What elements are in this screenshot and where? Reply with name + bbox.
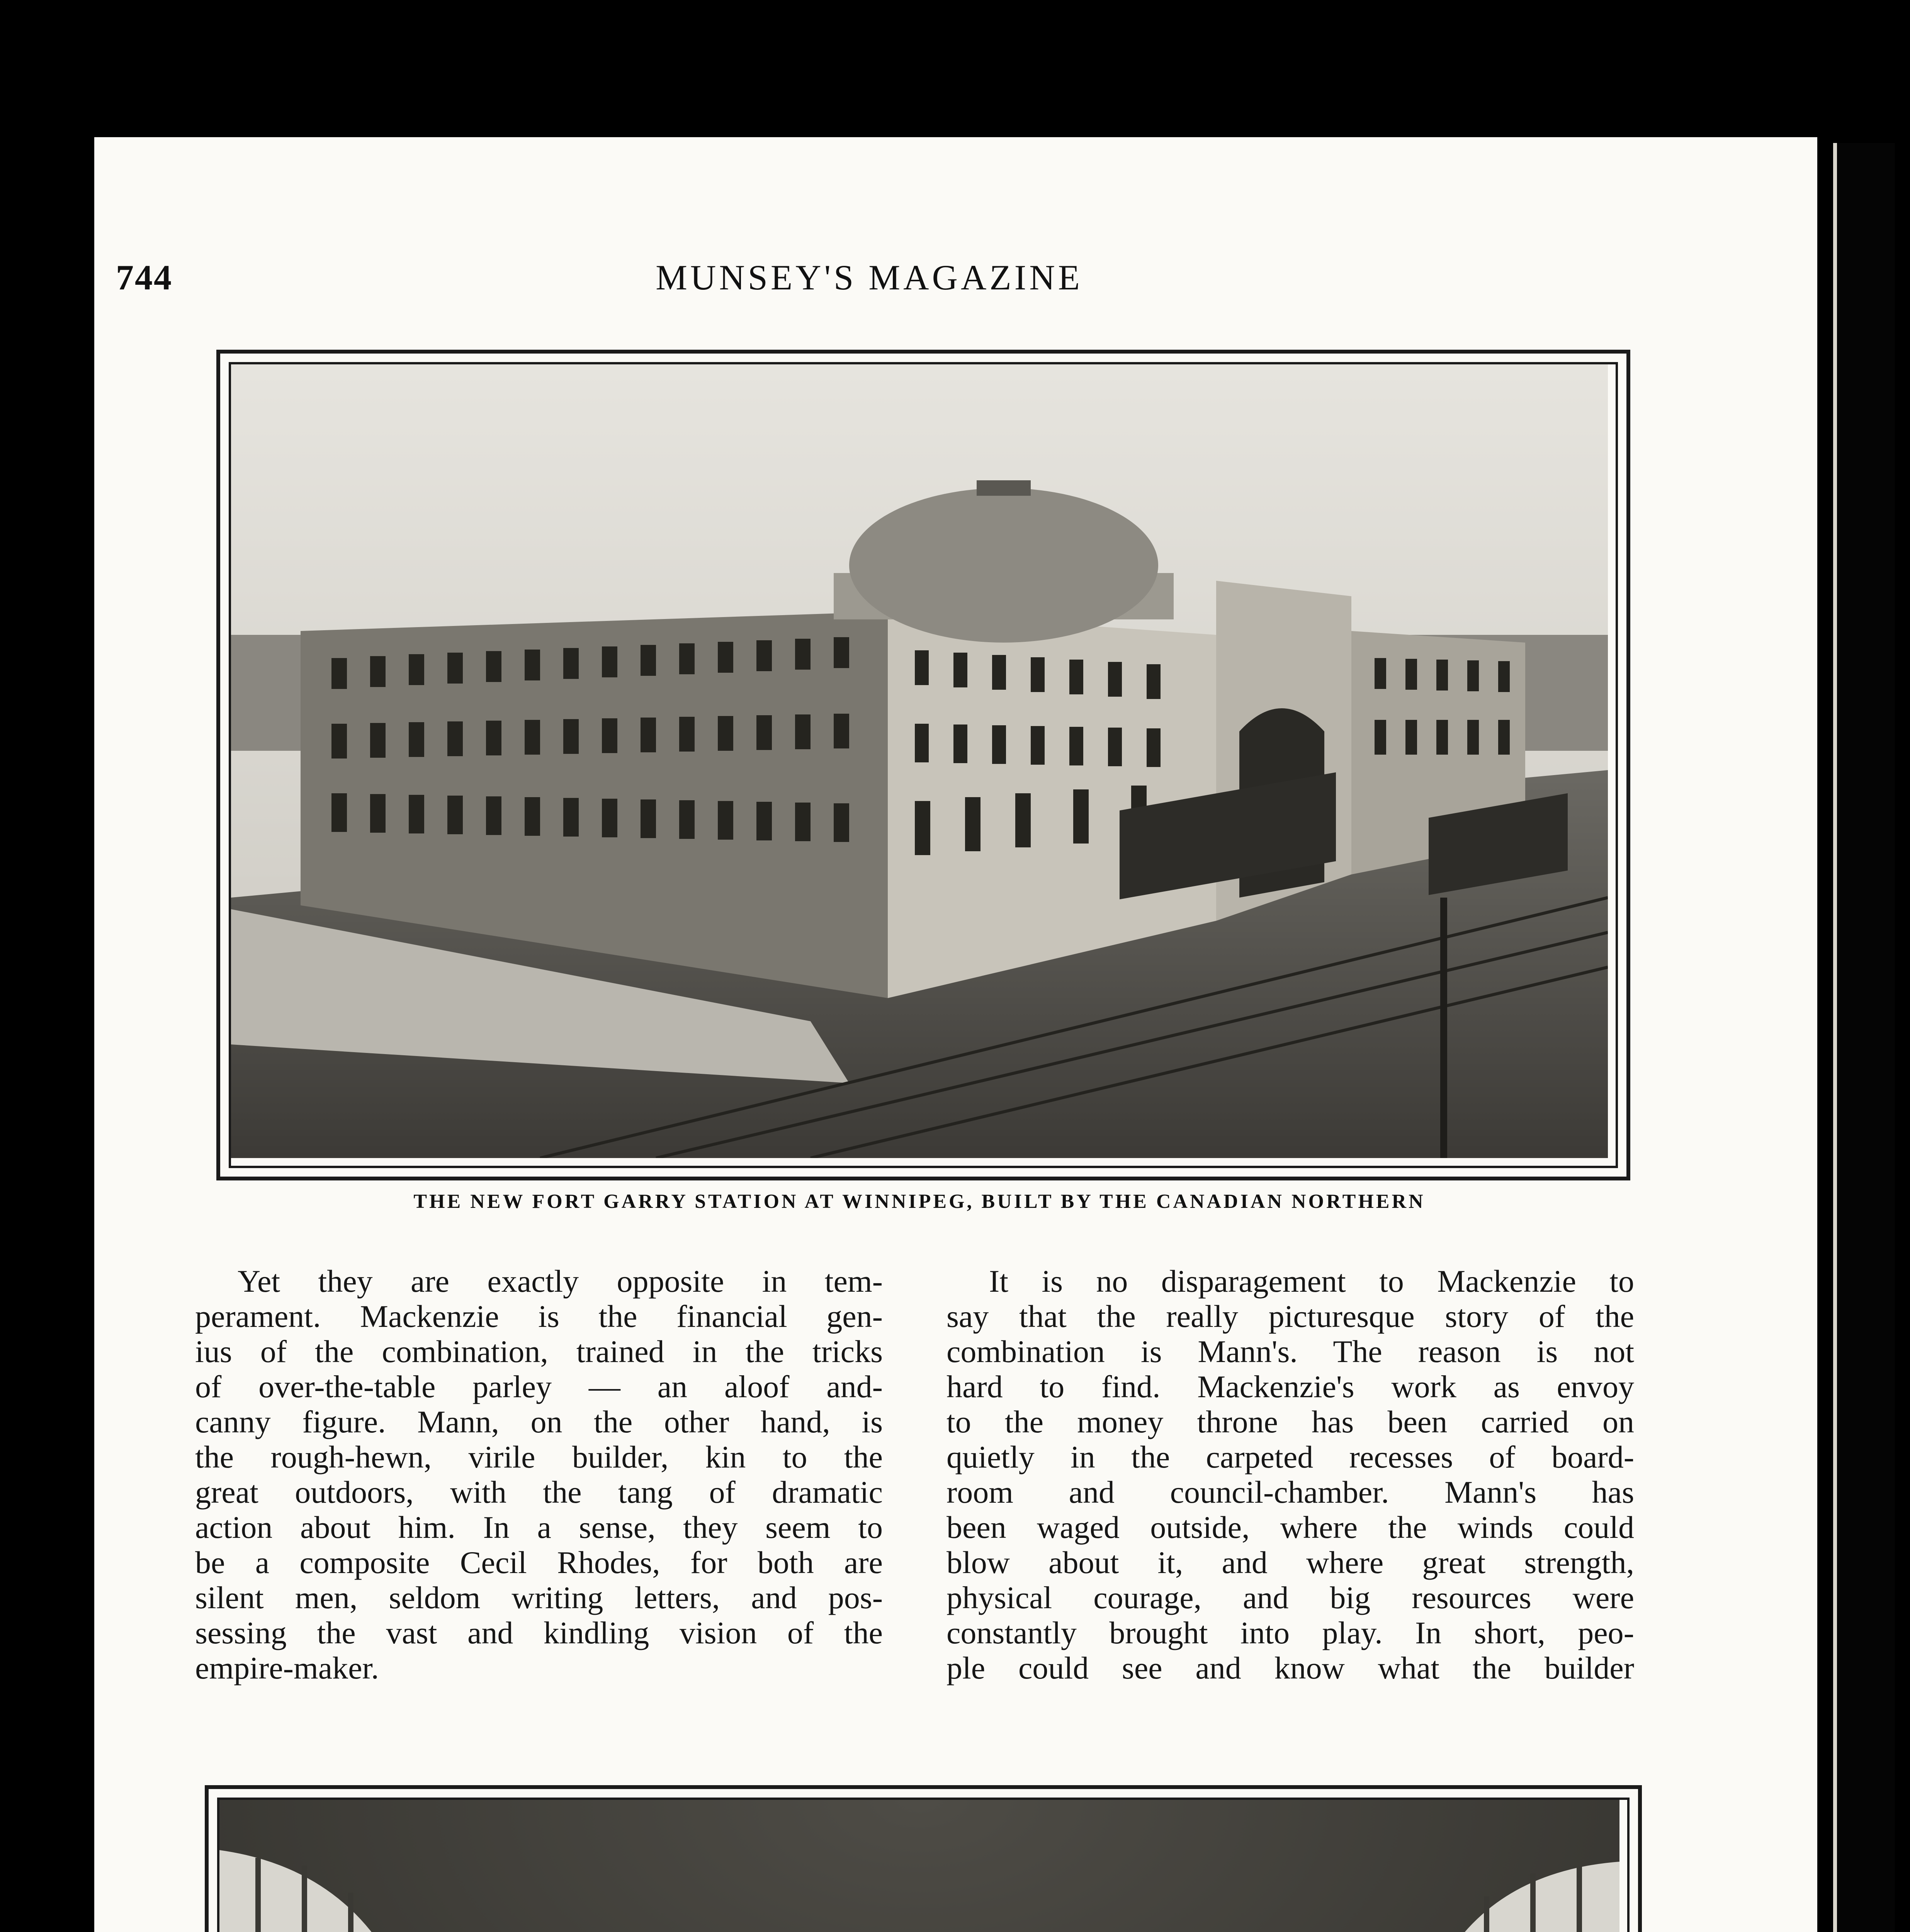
text-line: be a composite Cecil Rhodes, for both are <box>195 1545 883 1580</box>
text-line: constantly brought into play. In short, peo- <box>947 1615 1634 1650</box>
text-line: of over-the-table parley — an aloof and- <box>195 1369 883 1404</box>
text-line: room and council-chamber. Mann's has <box>947 1475 1634 1510</box>
page-number: 744 <box>116 258 173 297</box>
text-line: the rough-hewn, virile builder, kin to the <box>195 1439 883 1475</box>
text-line: to the money throne has been carried on <box>947 1404 1634 1439</box>
body-column-left <box>195 1264 883 1685</box>
facing-page-edge <box>1833 143 1895 1932</box>
text-line: ius of the combination, trained in the tricks <box>195 1334 883 1369</box>
text-line: say that the really picturesque story of the <box>947 1299 1634 1334</box>
text-line: empire-maker. <box>195 1650 379 1685</box>
text-line: quietly in the carpeted recesses of board- <box>947 1439 1634 1475</box>
text-line: physical courage, and big resources were <box>947 1580 1634 1615</box>
running-head: MUNSEY'S MAGAZINE <box>656 258 1083 297</box>
rotunda-interior-photo <box>219 1800 1619 1932</box>
text-line: Yet they are exactly opposite in tem- <box>238 1264 883 1299</box>
text-line: silent men, seldom writing letters, and pos- <box>195 1580 883 1615</box>
text-line: action about him. In a sense, they seem to <box>195 1510 883 1545</box>
text-line: canny figure. Mann, on the other hand, is <box>195 1404 883 1439</box>
body-column-right <box>947 1264 1634 1685</box>
station-exterior-photo <box>231 364 1608 1158</box>
text-line: It is no disparagement to Mackenzie to <box>989 1264 1634 1299</box>
text-line: combination is Mann's. The reason is not <box>947 1334 1634 1369</box>
station-exterior-figure <box>216 350 1630 1180</box>
text-line: ple could see and know what the builder <box>947 1650 1634 1685</box>
rotunda-figure <box>205 1785 1642 1932</box>
text-line: been waged outside, where the winds could <box>947 1510 1634 1545</box>
figure-caption-exterior: THE NEW FORT GARRY STATION AT WINNIPEG, BUILT BY THE CANADIAN NORTHERN <box>413 1190 1426 1213</box>
text-line: great outdoors, with the tang of dramatic <box>195 1475 883 1510</box>
text-line: sessing the vast and kindling vision of the <box>195 1615 883 1650</box>
text-line: hard to find. Mackenzie's work as envoy <box>947 1369 1634 1404</box>
text-line: blow about it, and where great strength, <box>947 1545 1634 1580</box>
text-line: perament. Mackenzie is the financial gen- <box>195 1299 883 1334</box>
